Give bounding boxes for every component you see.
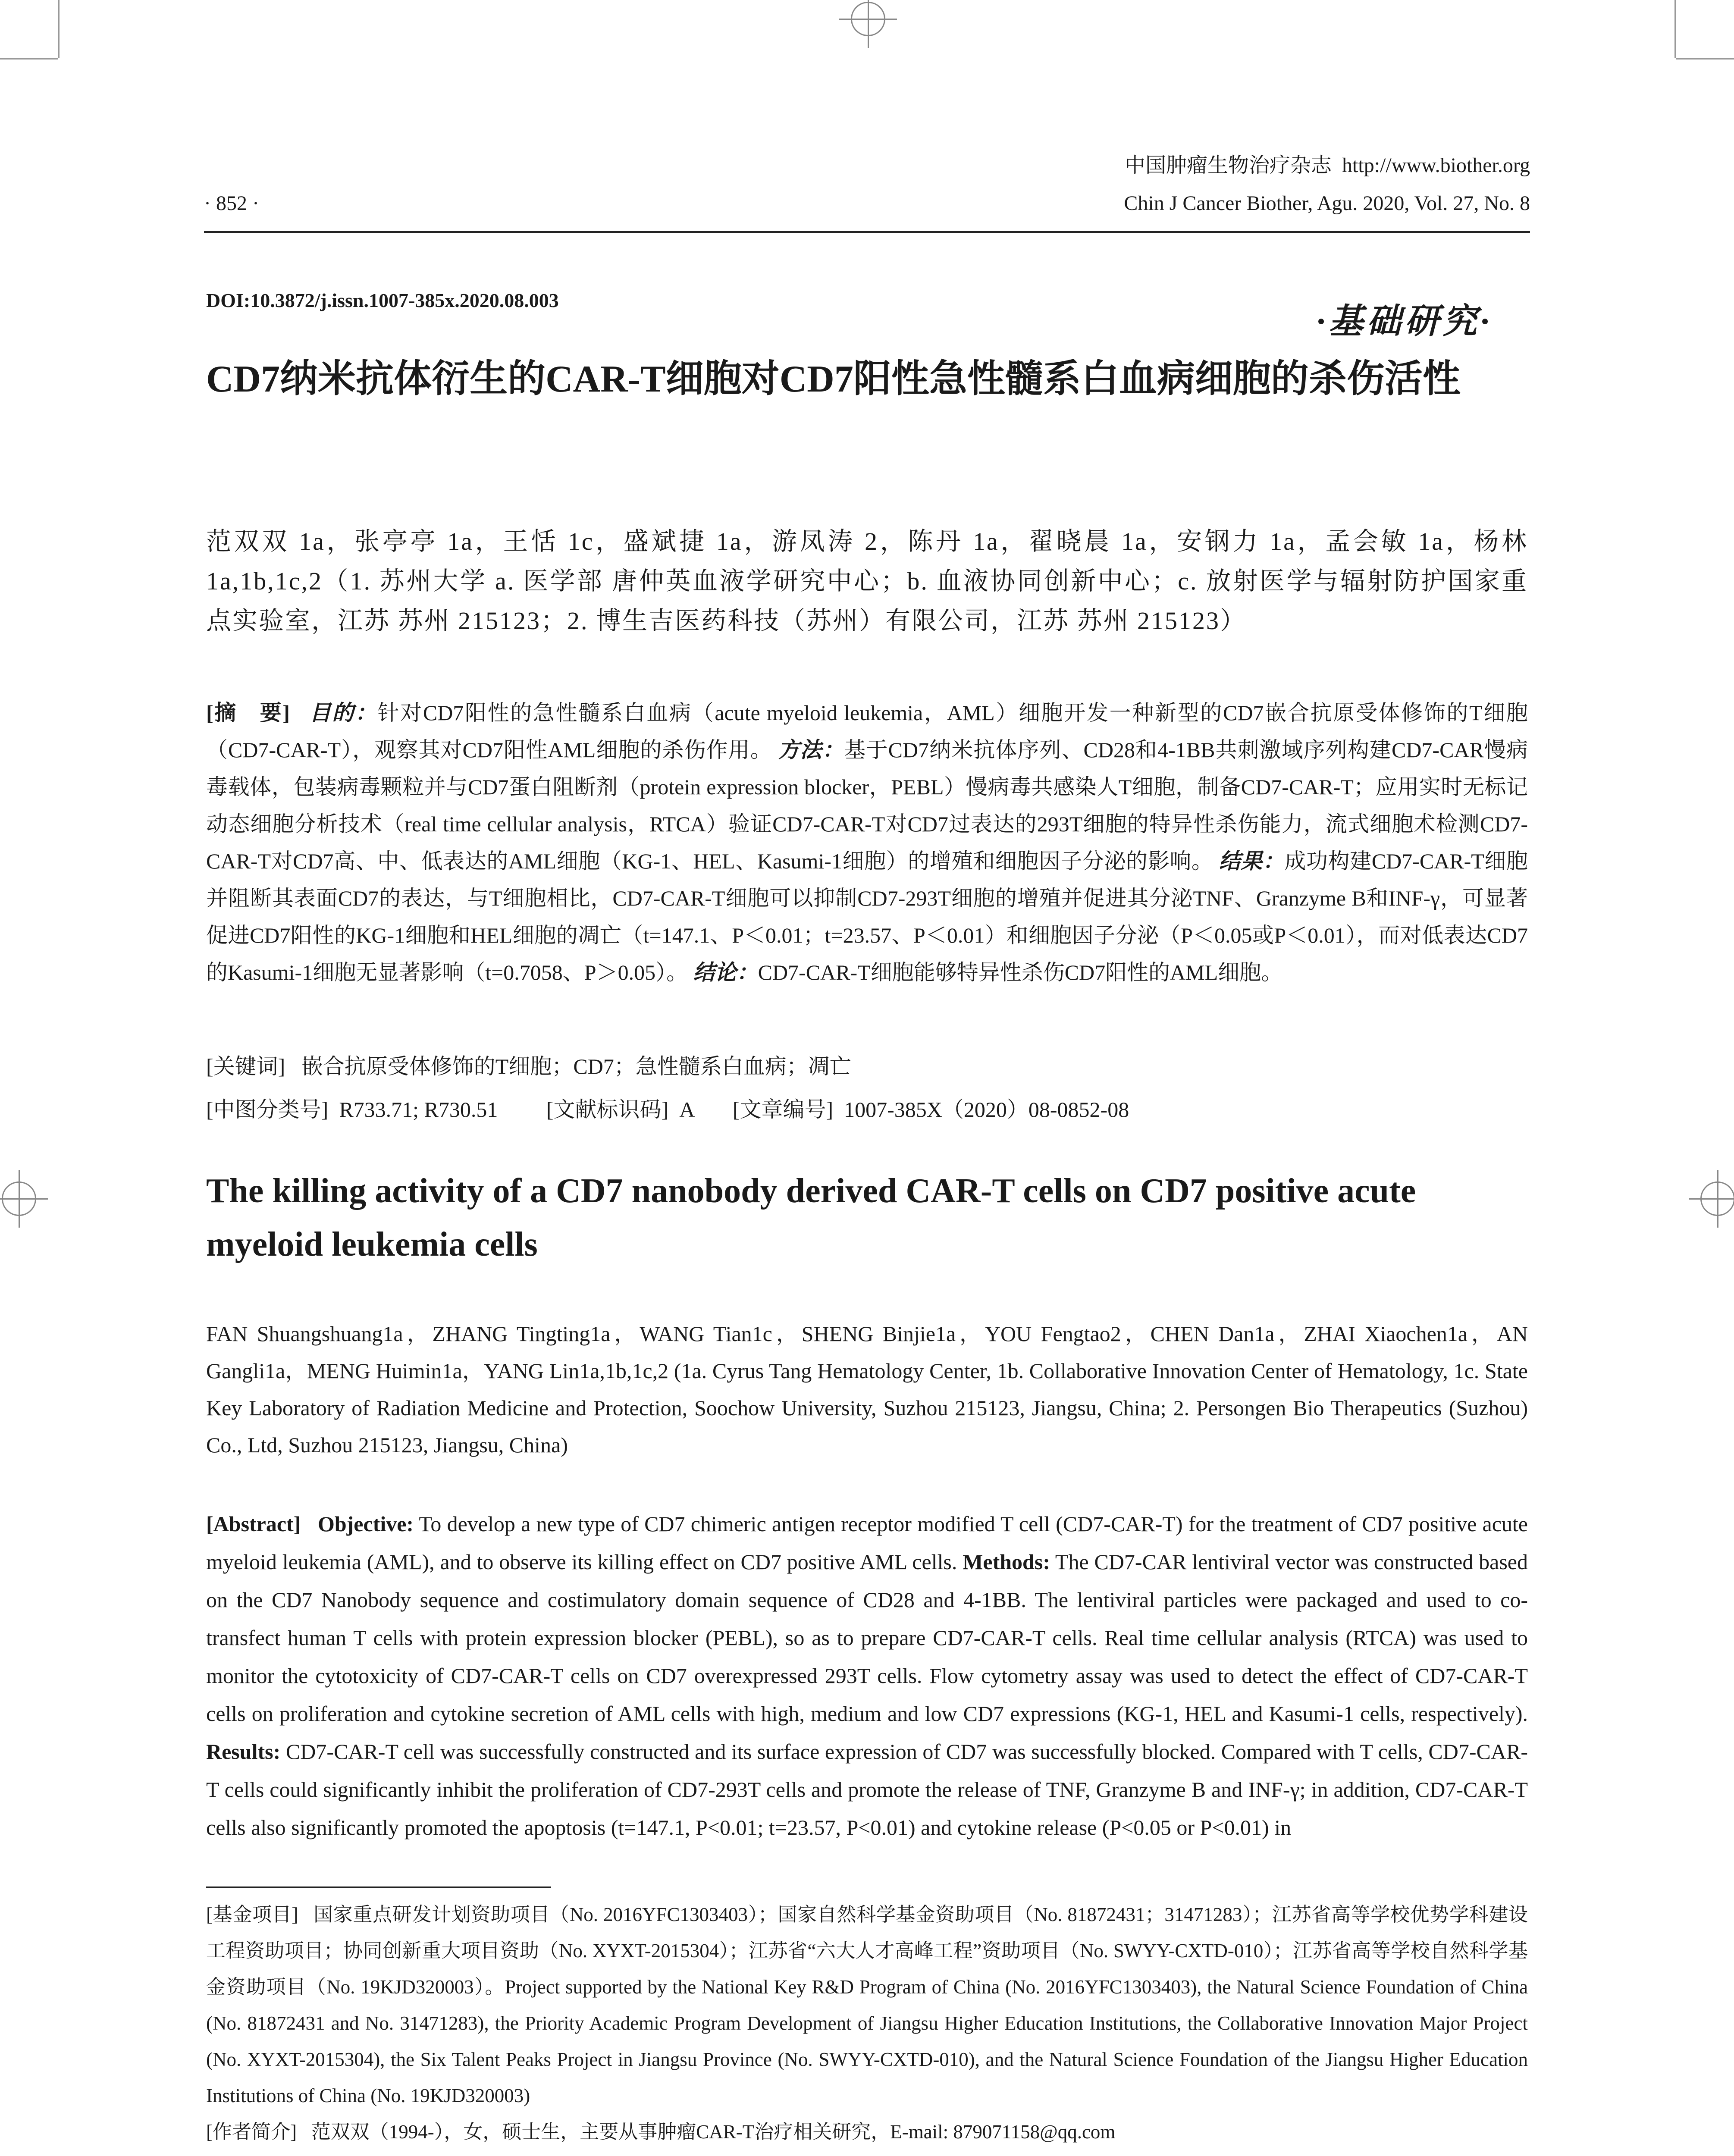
header-rule <box>204 231 1530 233</box>
doc-code-value: A <box>679 1097 695 1122</box>
results-text: 成功构建CD7-CAR-T细胞并阻断其表面CD7的表达，与T细胞相比，CD7-CAR-T细胞可以抑制CD7-293T细胞的增殖并促进其分泌TNF、Granzyme B和INF-γ，可显著促进CD7阳性的KG-1细胞和HEL细胞的凋亡（t=147.1、P＜0.01；t=23.57、P＜0.01）和细胞因子分泌（P＜0.05或P＜0.01），而对低表达CD7的Kasumi-1细胞无显著影响（t=0.7058、P＞0.05）。 <box>206 849 1528 984</box>
objective-text: 针对CD7阳性的急性髓系白血病（acute myeloid leukemia，AML）细胞开发一种新型的CD7嵌合抗原受体修饰的T细胞（CD7-CAR-T），观察其对CD7阳性AML细胞的杀伤作用。 <box>206 701 1528 762</box>
doc-code-label: [文献标识码] <box>546 1097 669 1122</box>
doi: DOI:10.3872/j.issn.1007-385x.2020.08.003 <box>206 289 559 311</box>
methods-text: 基于CD7纳米抗体序列、CD28和4-1BB共刺激域序列构建CD7-CAR慢病毒载体，包装病毒颗粒并与CD7蛋白阻断剂（protein expression blocker，PEBL）慢病毒共感染人T细胞，制备CD7-CAR-T；应用实时无标记动态细胞分析技术（real time cellular analysis，RTCA）验证CD7-CAR-T对CD7过表达的293T细胞的特异性杀伤能力，流式细胞术检测CD7-CAR-T对CD7高、中、低表达的AML细胞（KG-1、HEL、Kasumi-1细胞）的增殖和细胞因子分泌的影响。 <box>206 738 1528 873</box>
author-bio-note <box>206 2114 1528 2150</box>
crop-mark <box>1676 58 1734 60</box>
running-header-right <box>1124 147 1530 222</box>
journal-citation: Chin J Cancer Biother, Agu. 2020, Vol. 27, No. 8 <box>1124 192 1530 215</box>
methods-en-text: The CD7-CAR lentiviral vector was constructed based on the CD7 Nanobody sequence and costimulatory domain sequence of CD28 and 4-1BB. The lentiviral particles were packaged and used to co-transfect human T cells with protein expression blocker (PEBL), so as to prepare CD7-CAR-T cells. Real time cellular analysis (RTCA) was used to monitor the cytotoxicity of CD7-CAR-T cells on CD7 overexpressed 293T cells. Flow cytometry assay was used to detect the effect of CD7-CAR-T cells on proliferation and cytokine secretion of AML cells with high, medium and low CD7 expressions (KG-1, HEL and Kasumi-1 cells, respectively). <box>206 1550 1528 1726</box>
abstract-en <box>206 1505 1528 1846</box>
methods-label: 方法： <box>778 738 844 762</box>
registration-mark-icon <box>851 2 885 36</box>
registration-mark-icon <box>1700 1181 1734 1216</box>
title-en: The killing activity of a CD7 nanobody derived CAR-T cells on CD7 positive acute myeloid leukemia cells <box>206 1172 1416 1263</box>
keywords-cn <box>206 1048 1528 1085</box>
funding-text: 国家重点研发计划资助项目（No. 2016YFC1303403）；国家自然科学基金资助项目（No. 81872431；31471283）；江苏省高等学校优势学科建设工程资助项目；协同创新重大项目资助（No. XYXT-2015304）；江苏省“六大人才高峰工程”资助项目（No. SWYY-CXTD-010）；江苏省高等学校自然科学基金资助项目（No. 19KJD320003）。Project supported by the National Key R&D Program of China (No. 2016YFC1303403), the Natural Science Foundation of China (No. 81872431 and No. 31471283), the Priority Academic Program Development of Jiangsu Higher Education Institutions, the Collaborative Innovation Major Project (No. XYXT-2015304), the Six Talent Peaks Project in Jiangsu Province (No. SWYY-CXTD-010), and the Natural Science Foundation of the Jiangsu Higher Education Institutions of China (No. 19KJD320003) <box>206 1904 1528 2106</box>
keywords-text: 嵌合抗原受体修饰的T细胞；CD7；急性髓系白血病；凋亡 <box>301 1054 851 1078</box>
journal-name-cn: 中国肿瘤生物治疗杂志 <box>1125 154 1332 177</box>
journal-url: http://www.biother.org <box>1342 154 1530 177</box>
results-label: 结果： <box>1219 849 1285 873</box>
author-bio-label: [作者简介] <box>206 2121 297 2143</box>
methods-en-label: Methods: <box>963 1550 1050 1574</box>
results-en-label: Results: <box>206 1739 281 1764</box>
abstract-cn <box>206 694 1528 991</box>
clc-label: [中图分类号] <box>206 1097 329 1122</box>
funding-note <box>206 1896 1528 2114</box>
classification-info <box>206 1091 1528 1128</box>
footnotes <box>206 1896 1528 2156</box>
objective-en-text: To develop a new type of CD7 chimeric antigen receptor modified T cell (CD7-CAR-T) for the treatment of CD7 positive acute myeloid leukemia (AML), and to observe its killing effect on CD7 positive AML cells. <box>206 1512 1528 1574</box>
page-number: · 852 · <box>204 192 259 215</box>
authors-cn: 范双双 1a，张亭亭 1a，王恬 1c，盛斌捷 1a，游凤涛 2，陈丹 1a，翟晓晨 1a，安钢力 1a，孟会敏 1a，杨林 1a,1b,1c,2（1. 苏州大学 a. 医学部 唐仲英血液学研究中心；b. 血液协同创新中心；c. 放射医学与辐射防护国家重点实验室，江苏 苏州 215123；2. 博生吉医药科技（苏州）有限公司，江苏 苏州 215123） <box>206 527 1528 635</box>
abstract-en-label: [Abstract] <box>206 1512 301 1536</box>
clc-value: R733.71; R730.51 <box>339 1097 498 1122</box>
objective-label: 目的： <box>309 701 378 725</box>
results-en-text: CD7-CAR-T cell was successfully constructed and its surface expression of CD7 was successfully blocked. Compared with T cells, CD7-CAR-T cells could significantly inhibit the proliferation of CD7-293T cells and promote the release of TNF, Granzyme B and INF-γ; in addition, CD7-CAR-T cells also significantly promoted the apoptosis (t=147.1, P<0.01; t=23.57, P<0.01) and cytokine release (P<0.05 or P<0.01) in <box>206 1739 1528 1839</box>
corresponding-author-note <box>206 2150 1528 2156</box>
abstract-label: [摘 要] <box>206 701 290 725</box>
footnote-rule <box>206 1887 551 1888</box>
article-number-value: 1007-385X（2020）08-0852-08 <box>844 1097 1129 1122</box>
crop-mark <box>58 0 60 58</box>
crop-mark <box>1674 0 1676 58</box>
article-number-label: [文章编号] <box>732 1097 834 1122</box>
conclusion-label: 结论： <box>693 960 758 984</box>
registration-mark-icon <box>2 1181 36 1216</box>
title-cn: CD7纳米抗体衍生的CAR-T细胞对CD7阳性急性髓系白血病细胞的杀伤活性 <box>206 358 1461 400</box>
funding-label: [基金项目] <box>206 1904 298 1925</box>
objective-en-label: Objective: <box>317 1512 414 1536</box>
section-label: ·基础研究· <box>1317 303 1493 341</box>
keywords-label: [关键词] <box>206 1054 285 1078</box>
conclusion-text: CD7-CAR-T细胞能够特异性杀伤CD7阳性的AML细胞。 <box>758 960 1283 984</box>
crop-mark <box>0 58 58 60</box>
authors-en: FAN Shuangshuang1a，ZHANG Tingting1a，WANG Tian1c，SHENG Binjie1a，YOU Fengtao2，CHEN Dan1a，ZHAI Xiaochen1a，AN Gangli1a，MENG Huimin1a，YANG Lin1a,1b,1c,2 (1a. Cyrus Tang Hematology Center, 1b. Collaborative Innovation Center of Hematology, 1c. State Key Laboratory of Radiation Medicine and Protection, Soochow University, Suzhou 215123, Jiangsu, China; 2. Persongen Bio Therapeutics (Suzhou) Co., Ltd, Suzhou 215123, Jiangsu, China) <box>206 1322 1528 1457</box>
author-bio-text: 范双双（1994-），女，硕士生，主要从事肿瘤CAR-T治疗相关研究，E-mail: 879071158@qq.com <box>311 2121 1116 2143</box>
